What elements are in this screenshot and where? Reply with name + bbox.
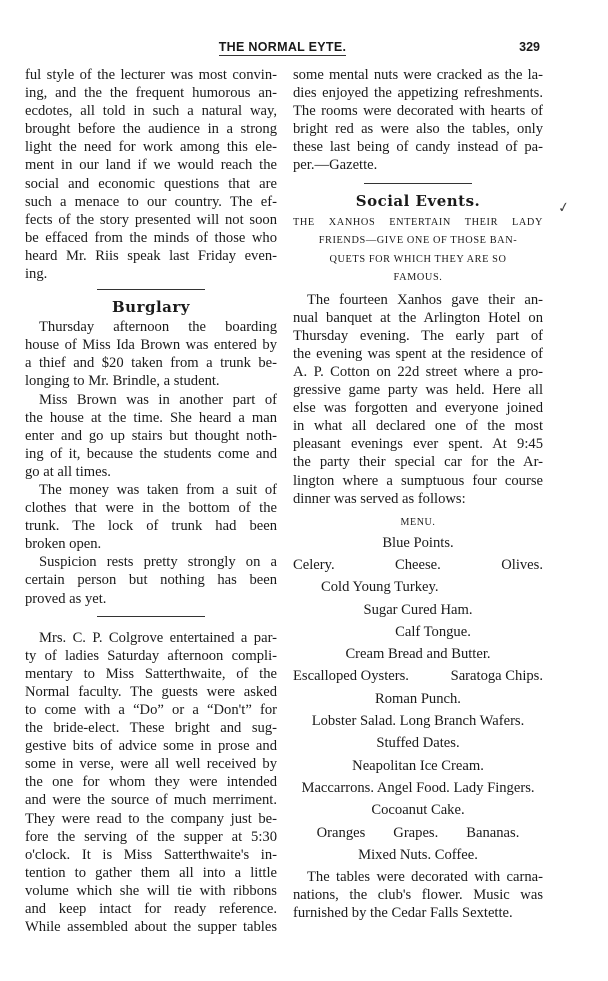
text-line: ing of it, because the students come and — [25, 445, 277, 462]
text-line: fects of the story presented will not soon — [25, 211, 277, 228]
text-line: ty of ladies Saturday afternoon compli- — [25, 647, 277, 664]
burglary-heading: Burglary — [111, 298, 190, 317]
text-line: furnished by the Cedar Falls Sextette. — [293, 905, 513, 922]
text-line: the one for whom they were intended — [25, 774, 277, 791]
menu-row — [293, 822, 543, 844]
section-divider — [97, 289, 205, 290]
text-line: such a menace to our country. The ef- — [25, 193, 277, 210]
text-line: and keep intact for ready reference. — [25, 901, 277, 918]
text-line: broken open. — [25, 536, 102, 553]
menu-item: Bananas. — [466, 824, 520, 841]
menu-item: Mixed Nuts. Coffee. — [358, 846, 478, 863]
menu-item: Neapolitan Ice Cream. — [352, 757, 484, 774]
subhead-line: FAMOUS. — [393, 272, 443, 284]
running-title — [25, 40, 540, 54]
text-line: gestive bits of advice some in prose and — [25, 738, 277, 755]
text-line: Thursday evening. The early part of — [293, 327, 543, 344]
text-line: heard Mr. Riis speak last Friday even- — [25, 247, 277, 264]
text-line: the house at the time. She heard a man — [25, 409, 277, 426]
lecture-continued-paragraph — [25, 66, 277, 283]
text-line: o'clock. It is Miss Satterthwaite's in- — [25, 846, 277, 863]
menu-item: Calf Tongue. — [395, 623, 471, 640]
text-line: the party their special car for the Ar- — [293, 454, 543, 471]
menu-item: Oranges — [316, 824, 366, 841]
text-line: While assembled about the supper tables — [25, 919, 277, 936]
subhead-line: FRIENDS—GIVE ONE OF THOSE BAN- — [318, 235, 518, 247]
menu-item: Lobster Salad. Long Branch Wafers. — [311, 713, 525, 730]
menu-item: Sugar Cured Ham. — [363, 601, 473, 618]
banquet-menu — [293, 512, 543, 866]
menu-item: Olives. — [501, 556, 543, 573]
text-line: Thursday afternoon the boarding — [39, 319, 277, 336]
text-line: lington where a sumptuous four course — [293, 472, 543, 489]
text-line: house of Miss Ida Brown was entered by — [25, 337, 277, 354]
text-line: some in verse, were all well received by — [25, 756, 277, 773]
text-line: to come with a “Do” or a “Don't” for — [25, 702, 277, 718]
text-line: dies enjoyed the appetizing refreshments. — [293, 85, 543, 102]
text-line: brought before the audience in a strong — [25, 121, 277, 138]
text-line: light the need for work among this ele- — [25, 139, 277, 156]
subhead-line: THE XANHOS ENTERTAIN THEIR LADY — [293, 216, 543, 228]
text-line: go at all times. — [25, 463, 111, 480]
social-events-heading: Social Events. — [355, 191, 481, 210]
page-number: 329 — [519, 40, 540, 54]
left-column — [25, 66, 277, 936]
burglary-article — [25, 318, 277, 608]
menu-item: Stuffed Dates. — [376, 735, 460, 752]
text-line: The tables were decorated with carna- — [307, 869, 543, 886]
text-line: longing to Mr. Brindle, a student. — [25, 373, 220, 390]
text-line: ecdotes, all told in such a natural way, — [25, 103, 277, 120]
text-line: ful style of the lecturer was most convin- — [25, 67, 277, 83]
text-line: The rooms were decorated with hearts of — [293, 103, 543, 120]
text-line: tention to gather them all into a little — [25, 864, 277, 881]
text-line: proved as yet. — [25, 590, 107, 607]
text-line: The fourteen Xanhos gave their an- — [307, 291, 543, 308]
text-line: nual banquet at the Arlington Hotel on — [293, 309, 543, 326]
menu-item: Cream Bread and Butter. — [345, 646, 491, 663]
text-line: dinner was served as follows: — [293, 490, 466, 507]
menu-item: Cheese. — [395, 556, 441, 573]
text-line: gressive game party was held. Here all — [293, 382, 543, 399]
text-line: mentary to Miss Satterthwaite, of the — [25, 665, 277, 682]
menu-row — [293, 554, 543, 576]
check-mark-icon: ✓ — [556, 199, 572, 217]
menu-item: Roman Punch. — [375, 690, 461, 707]
menu-item: Blue Points. — [382, 534, 454, 551]
text-line: social and economic questions that are — [25, 175, 277, 192]
xanhos-article — [293, 291, 543, 508]
text-line: A. P. Cotton on 22d street where a pro- — [293, 363, 543, 380]
text-line: the evening was spent at the residence of — [293, 345, 543, 362]
right-column — [293, 66, 543, 922]
text-line: ing, and the the frequent humorous an- — [25, 85, 277, 102]
text-line: else was forgotten and everyone joined — [293, 400, 543, 417]
text-line: certain person but nothing has been — [25, 572, 277, 589]
text-line: They were read to the company just be- — [25, 810, 277, 827]
text-line: and were the source of much merriment. — [25, 792, 277, 809]
text-line: Normal faculty. The guests were asked — [25, 683, 277, 700]
text-line: Suspicion rests pretty strongly on a — [39, 554, 277, 571]
xanhos-subhead — [293, 214, 543, 288]
menu-item: Saratoga Chips. — [450, 668, 543, 685]
text-line: nations, the club's flower. Music was — [293, 887, 543, 904]
text-line: enter and go up stairs but thought noth- — [25, 427, 277, 444]
text-line: these last being of candy instead of pa- — [293, 139, 543, 156]
text-line: be effaced from the minds of those who — [25, 229, 277, 246]
section-divider — [97, 616, 205, 617]
menu-item: Escalloped Oysters. — [293, 668, 409, 685]
gazette-continued-paragraph — [293, 66, 543, 175]
text-line: fore the serving of the supper at 5:30 — [25, 828, 277, 845]
text-line: The money was taken from a suit of — [39, 481, 277, 498]
menu-item: Grapes. — [393, 824, 439, 841]
text-line: in what all declared one of the most — [293, 418, 543, 435]
text-line: ing. — [25, 266, 48, 283]
text-line: per.—Gazette. — [293, 157, 378, 174]
text-line: Mrs. C. P. Colgrove entertained a par- — [39, 629, 277, 646]
running-title-text: THE NORMAL EYTE. — [218, 40, 347, 54]
section-divider — [364, 183, 472, 184]
text-line: a thief and $20 taken from a trunk be- — [25, 355, 277, 372]
page-header — [25, 40, 540, 60]
menu-item: Celery. — [293, 556, 335, 573]
menu-label: MENU. — [400, 516, 436, 528]
menu-row — [293, 665, 543, 687]
text-line: trunk. The lock of trunk had been — [25, 518, 277, 535]
text-line: bright red as were also the tables, only — [293, 121, 543, 138]
menu-item: Maccarrons. Angel Food. Lady Fingers. — [301, 779, 535, 796]
menu-item: Cold Young Turkey. — [321, 579, 439, 596]
text-line: clothes that were in the bottom of the — [25, 500, 277, 517]
text-line: volume which she will tie with ribbons — [25, 882, 277, 899]
menu-item: Cocoanut Cake. — [371, 802, 465, 819]
xanhos-closing — [293, 868, 543, 922]
text-line: the bride-elect. These bright and sug- — [25, 720, 277, 737]
text-line: some mental nuts were cracked as the la- — [293, 67, 543, 83]
text-line: Miss Brown was in another part of — [39, 391, 277, 408]
subhead-line: QUETS FOR WHICH THEY ARE SO — [329, 253, 507, 265]
text-line: ment in our land if we would reach the — [25, 157, 277, 174]
colgrove-article — [25, 629, 277, 937]
text-line: pleasant evenings ever spent. At 9:45 — [293, 436, 543, 453]
